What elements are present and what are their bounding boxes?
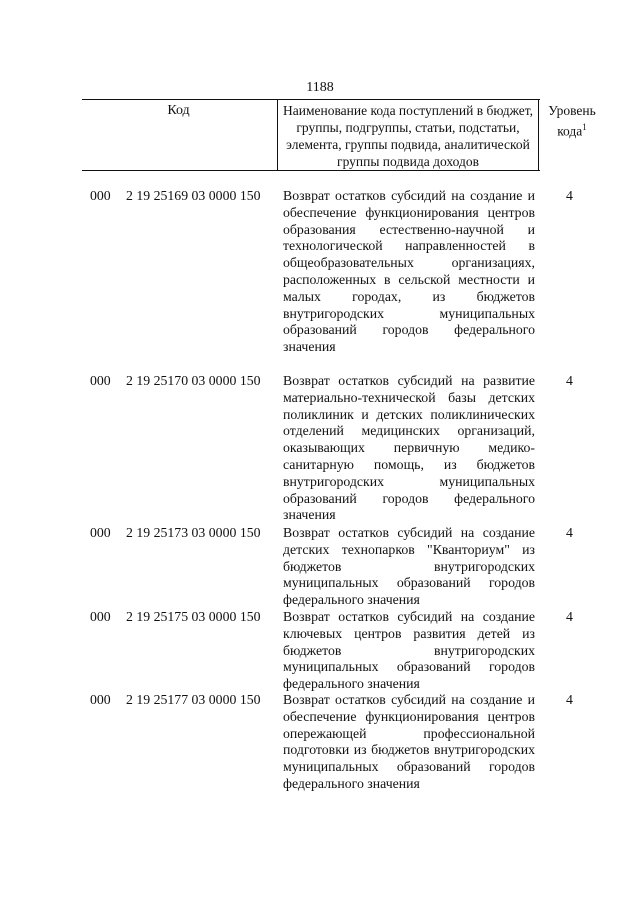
admin-code: 000 xyxy=(90,525,111,540)
code-level: 4 xyxy=(566,188,573,203)
revenue-description: Возврат остатков субсидий на создание и обеспечение функционирования центров образования естественно-научной и технологической направленностей в общеобразовательных организациях, расположенных в сельской местности и малых городах, из бюджетов внутригородских муниципальных образований городов федерального значения xyxy=(283,188,535,355)
code-level: 4 xyxy=(566,609,573,624)
revenue-description: Возврат остатков субсидий на создание ключевых центров развития детей из бюджетов внутригородских муниципальных образований городов федерального значения xyxy=(283,609,535,692)
revenue-code: 2 19 25169 03 0000 150 xyxy=(126,188,261,203)
admin-code: 000 xyxy=(90,373,111,388)
revenue-code: 2 19 25173 03 0000 150 xyxy=(126,525,261,540)
code-level: 4 xyxy=(566,373,573,388)
header-code: Код xyxy=(167,103,190,118)
revenue-description: Возврат остатков субсидий на создание детских технопарков "Кванториум" из бюджетов внутригородских муниципальных образований городов федерального значения xyxy=(283,525,535,608)
admin-code: 000 xyxy=(90,692,111,707)
admin-code: 000 xyxy=(90,609,111,624)
revenue-code: 2 19 25170 03 0000 150 xyxy=(126,373,261,388)
header-level xyxy=(540,102,604,140)
revenue-code: 2 19 25175 03 0000 150 xyxy=(126,609,261,624)
page-number: 1188 xyxy=(306,80,334,95)
code-level: 4 xyxy=(566,525,573,540)
admin-code: 000 xyxy=(90,188,111,203)
revenue-code: 2 19 25177 03 0000 150 xyxy=(126,692,261,707)
table-header xyxy=(82,99,596,171)
header-level-footnote: 1 xyxy=(582,122,587,132)
header-name: Наименование кода поступлений в бюджет, группы, подгруппы, статьи, подстатьи, элемента, группы подвида, аналитической группы подвида доходов xyxy=(282,103,533,169)
header-divider xyxy=(538,100,539,170)
header-level-label: Уровень кода xyxy=(548,103,596,139)
revenue-description: Возврат остатков субсидий на создание и обеспечение функционирования центров опережающей профессиональной подготовки из бюджетов внутригородских муниципальных образований городов федерального значения xyxy=(283,692,535,791)
code-level: 4 xyxy=(566,692,573,707)
revenue-description: Возврат остатков субсидий на развитие материально-технической базы детских поликлиник и детских поликлинических отделений медицинских организаций, оказывающих первичную медико-санитарную помощь, из бюджетов внутригородских муниципальных образований городов федерального значения xyxy=(283,373,535,523)
